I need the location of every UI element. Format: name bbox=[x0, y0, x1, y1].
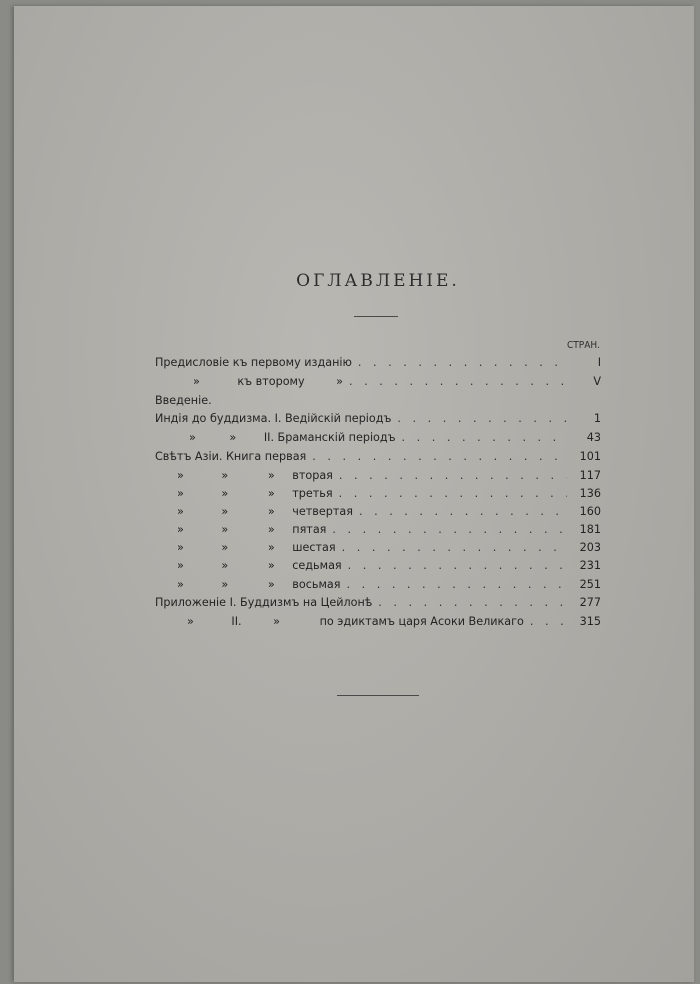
leader-dots bbox=[348, 559, 567, 572]
toc-entry-text: » II. » по эдиктамъ царя Асоки Великаго bbox=[187, 615, 524, 628]
leader-dots bbox=[332, 523, 567, 536]
toc-entry-text: Свѣтъ Азіи. Книга первая bbox=[155, 450, 307, 463]
toc-entry-text: » » » седьмая bbox=[177, 559, 342, 572]
toc-entry-page: 43 bbox=[586, 431, 601, 444]
toc-entry-page: V bbox=[593, 375, 601, 388]
leader-dots bbox=[378, 596, 567, 609]
page-column-header: СТРАН. bbox=[567, 340, 600, 351]
toc-entry-text: » » » пятая bbox=[177, 523, 327, 536]
leader-dots bbox=[530, 615, 567, 628]
title-divider bbox=[354, 316, 398, 317]
toc-entry-text: Предисловіе къ первому изданію bbox=[155, 356, 352, 369]
leader-dots bbox=[346, 578, 567, 591]
toc-entry-page: 231 bbox=[579, 559, 601, 572]
toc-entry-page: 203 bbox=[579, 541, 601, 554]
toc-entry-page: 117 bbox=[579, 469, 601, 482]
toc-entry bbox=[155, 356, 601, 374]
toc-entry-page: 101 bbox=[579, 450, 601, 463]
toc-entry bbox=[155, 431, 601, 449]
toc-entry bbox=[155, 615, 601, 633]
toc-entry bbox=[155, 487, 601, 505]
toc-entry-text: » » » шестая bbox=[177, 541, 336, 554]
closing-divider bbox=[337, 695, 419, 696]
toc-entry bbox=[155, 450, 601, 468]
toc-entry-text: » » » четвертая bbox=[177, 505, 353, 518]
leader-dots bbox=[402, 431, 567, 444]
leader-dots bbox=[349, 375, 567, 388]
toc-entry bbox=[155, 523, 601, 541]
book-page bbox=[14, 6, 694, 982]
leader-dots bbox=[397, 412, 567, 425]
toc-entry-text: » » » восьмая bbox=[177, 578, 341, 591]
leader-dots bbox=[359, 505, 567, 518]
toc-entry-page: 160 bbox=[579, 505, 601, 518]
toc-entry bbox=[155, 412, 601, 430]
leader-dots bbox=[358, 356, 567, 369]
toc-entry-text: Приложеніе I. Буддизмъ на Цейлонѣ bbox=[155, 596, 373, 609]
toc-entry-page: I bbox=[597, 356, 601, 369]
leader-dots bbox=[339, 469, 567, 482]
toc-entry-text: » » II. Браманскій періодъ bbox=[189, 431, 396, 444]
toc-entry bbox=[155, 394, 601, 412]
toc-entry-page: 315 bbox=[579, 615, 601, 628]
toc-entry bbox=[155, 596, 601, 614]
toc-entry-text: » » » вторая bbox=[177, 469, 333, 482]
toc-entry-page: 277 bbox=[579, 596, 601, 609]
toc-entry-text: Введеніе. bbox=[155, 394, 212, 407]
toc-entry-page: 181 bbox=[579, 523, 601, 536]
toc-entry bbox=[155, 578, 601, 596]
leader-dots bbox=[342, 541, 567, 554]
toc-entry-page: 251 bbox=[579, 578, 601, 591]
toc-entry-text: » къ второму » bbox=[193, 375, 344, 388]
leader-dots bbox=[339, 487, 567, 500]
toc-entry bbox=[155, 559, 601, 577]
toc-entry bbox=[155, 541, 601, 559]
toc-entry-page: 136 bbox=[579, 487, 601, 500]
toc-entry-page: 1 bbox=[593, 412, 601, 425]
leader-dots bbox=[312, 450, 567, 463]
toc-entry-text: » » » третья bbox=[177, 487, 333, 500]
toc-entry-text: Индія до буддизма. I. Ведійскій періодъ bbox=[155, 412, 392, 425]
toc-entry bbox=[155, 375, 601, 393]
toc-entry bbox=[155, 505, 601, 523]
toc-entry bbox=[155, 469, 601, 487]
page-title: ОГЛАВЛЕНІЕ. bbox=[296, 271, 460, 291]
